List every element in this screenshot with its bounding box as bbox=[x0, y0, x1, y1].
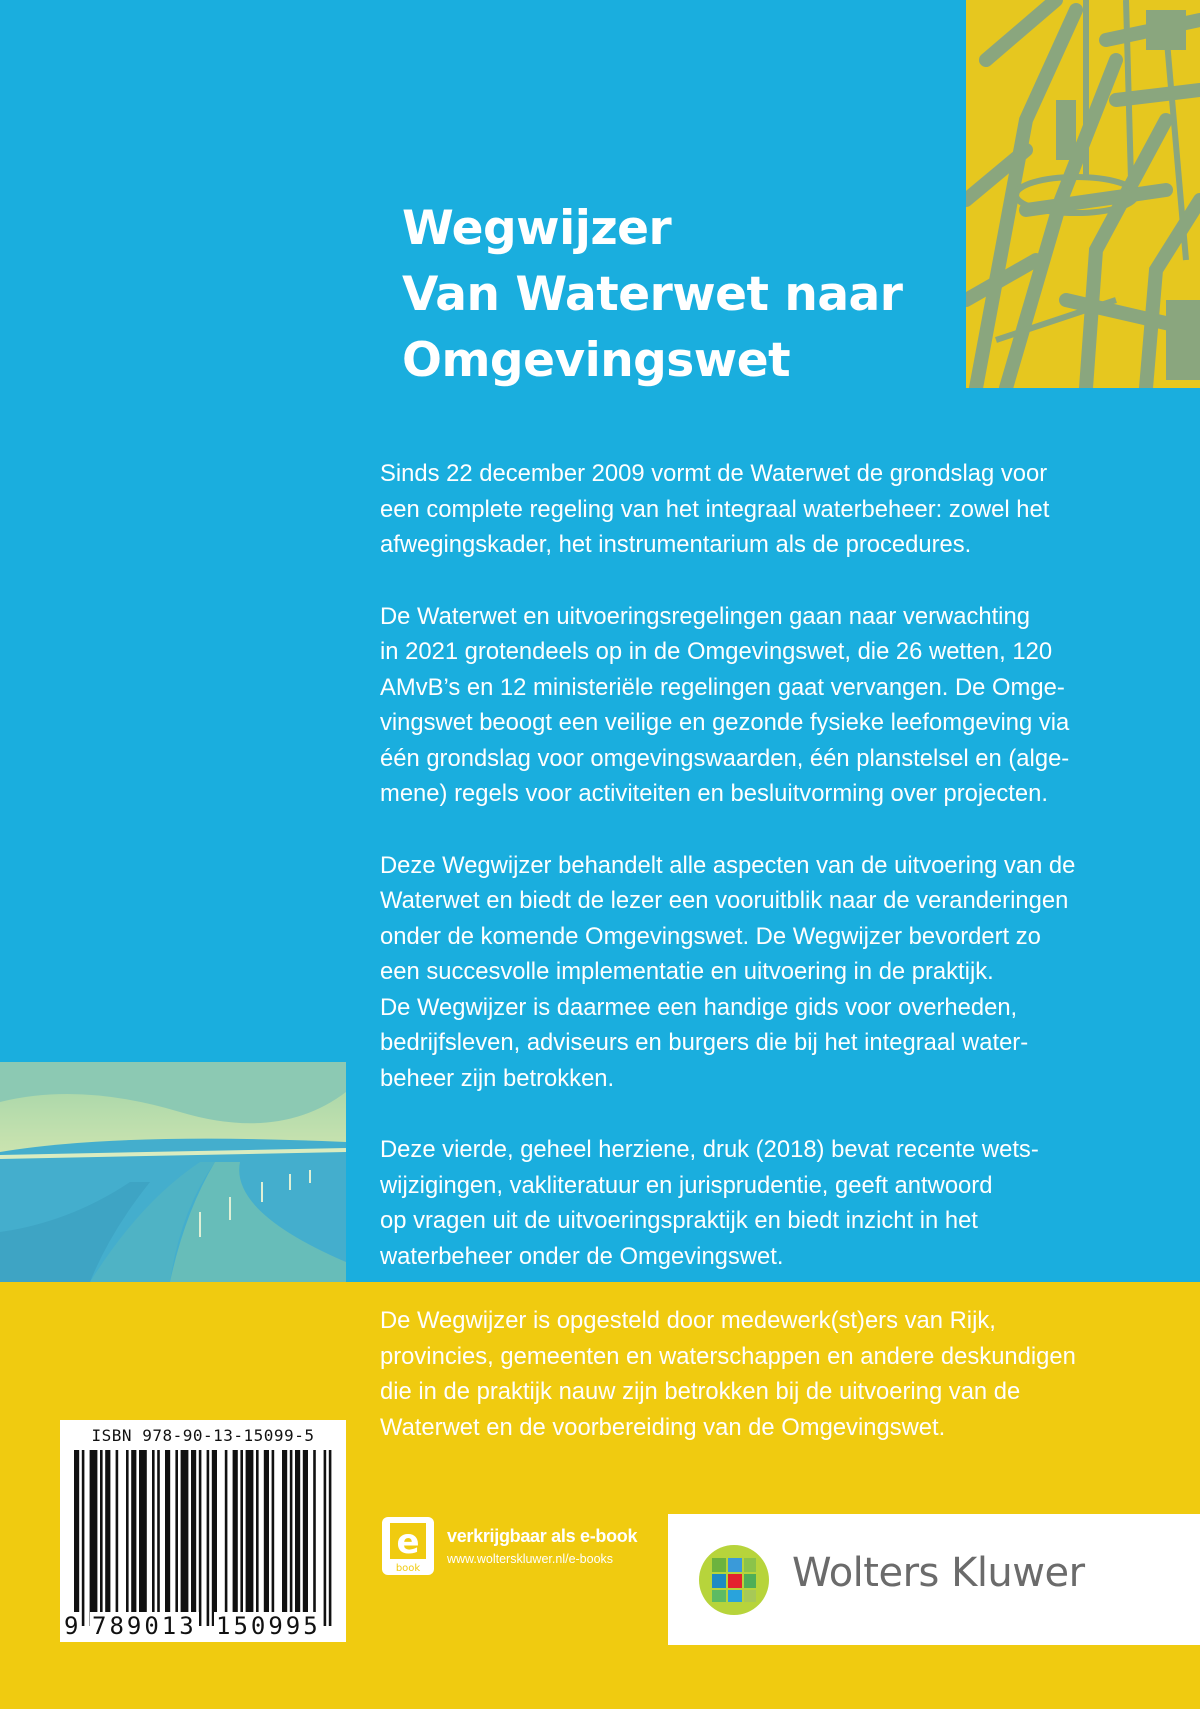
publisher-logo-box bbox=[668, 1514, 1200, 1645]
text-line: De Wegwijzer is opgesteld door medewerk(st)ers van Rijk, bbox=[380, 1307, 996, 1334]
isbn-label: ISBN 978-90-13-15099-5 bbox=[91, 1426, 315, 1445]
barcode-bar bbox=[165, 1450, 170, 1626]
barcode-digit-group-1: 789013 bbox=[92, 1612, 197, 1640]
barcode-bar bbox=[256, 1450, 259, 1626]
text-line: AMvB’s en 12 ministeriële regelingen gaat vervangen. De Omge- bbox=[380, 673, 1065, 701]
barcode-bar bbox=[233, 1450, 238, 1626]
ebook-icon bbox=[380, 1515, 436, 1577]
barcode-bar bbox=[212, 1450, 217, 1626]
text-line: Sinds 22 december 2009 vormt de Waterwet de grondslag voor bbox=[380, 460, 1048, 487]
barcode-bar bbox=[329, 1450, 332, 1626]
text-line: bedrijfsleven, adviseurs en burgers die bij het integraal water- bbox=[380, 1029, 1029, 1056]
barcode-bar bbox=[116, 1450, 119, 1626]
barcode-bar bbox=[90, 1450, 98, 1626]
text-line: die in de praktijk nauw zijn betrokken bij de uitvoering van de bbox=[380, 1378, 1021, 1405]
text-line: provincies, gemeenten en waterschappen en andere deskundigen bbox=[380, 1342, 1076, 1370]
text-line: mene) regels voor activiteiten en besluitvorming over projecten. bbox=[380, 780, 1048, 807]
barcode-bar bbox=[157, 1450, 160, 1626]
cover-artwork bbox=[966, 0, 1200, 388]
text-line: De Wegwijzer is daarmee een handige gids voor overheden, bbox=[380, 993, 1018, 1021]
barcode-bar bbox=[303, 1450, 308, 1626]
barcode-bar bbox=[105, 1450, 110, 1626]
blurb-text bbox=[380, 456, 1160, 1310]
ebook-title: verkrijgbaar als e-book bbox=[447, 1526, 638, 1546]
text-line: wijzigingen, vakliteratuur en jurisprudentie, geeft antwoord bbox=[380, 1171, 993, 1199]
barcode-bar bbox=[139, 1450, 147, 1626]
barcode-bar bbox=[272, 1450, 275, 1626]
barcode-bar bbox=[240, 1450, 243, 1626]
barcode-bar bbox=[295, 1450, 300, 1626]
publisher-name: Wolters Kluwer bbox=[792, 1550, 1085, 1596]
paragraph-2 bbox=[380, 599, 1160, 812]
isbn-barcode bbox=[60, 1420, 346, 1642]
text-line: De Waterwet en uitvoeringsregelingen gaan naar verwachting bbox=[380, 602, 1030, 630]
barcode-bar bbox=[324, 1450, 327, 1626]
barcode-bar bbox=[191, 1450, 196, 1626]
barcode-bar bbox=[225, 1450, 228, 1626]
text-line: waterbeheer onder de Omgevingswet. bbox=[380, 1242, 784, 1270]
landscape-photo bbox=[0, 1062, 346, 1282]
barcode-bar bbox=[246, 1450, 254, 1626]
text-line: onder de komende Omgevingswet. De Wegwijzer bevordert zo bbox=[380, 922, 1041, 950]
text-line: een succesvolle implementatie en uitvoering in de praktijk. bbox=[380, 958, 994, 985]
text-line: Deze Wegwijzer behandelt alle aspecten van de uitvoering van de bbox=[380, 851, 1076, 879]
barcode-bar bbox=[74, 1450, 79, 1626]
barcode-bar bbox=[126, 1450, 129, 1626]
text-line: Waterwet en biedt de lezer een vooruitblik naar de veranderingen bbox=[380, 887, 1069, 914]
barcode-bars bbox=[70, 1450, 336, 1626]
barcode-bar bbox=[264, 1450, 269, 1626]
barcode-bar bbox=[313, 1450, 316, 1626]
barcode-bar bbox=[100, 1450, 103, 1626]
barcode-bar bbox=[199, 1450, 202, 1626]
text-line: één grondslag voor omgevingswaarden, één planstelsel en (alge- bbox=[380, 744, 1070, 772]
text-line: in 2021 grotendeels op in de Omgevingswet, die 26 wetten, 120 bbox=[380, 638, 1053, 665]
barcode-digit-group-2: 150995 bbox=[216, 1612, 321, 1640]
paragraph-4 bbox=[380, 1132, 1160, 1274]
barcode-bar bbox=[152, 1450, 155, 1626]
barcode-bar bbox=[290, 1450, 293, 1626]
ebook-icon-letter: e bbox=[396, 1522, 420, 1562]
text-line: beheer zijn betrokken. bbox=[380, 1064, 615, 1092]
authors-paragraph bbox=[380, 1303, 1160, 1445]
title-line-3: Omgevingswet bbox=[402, 333, 791, 388]
barcode-bar bbox=[207, 1450, 210, 1626]
text-line: afwegingskader, het instrumentarium als de procedures. bbox=[380, 531, 972, 558]
text-line: Deze vierde, geheel herziene, druk (2018) bevat recente wets- bbox=[380, 1136, 1039, 1163]
ebook-icon-caption: book bbox=[395, 1563, 421, 1574]
text-line: vingswet beoogt een veilige en gezonde fysieke leefomgeving via bbox=[380, 709, 1070, 736]
title-line-1: Wegwijzer bbox=[402, 201, 672, 256]
title-line-2: Van Waterwet naar bbox=[402, 267, 903, 322]
paragraph-1 bbox=[380, 456, 1160, 563]
barcode-bar bbox=[282, 1450, 287, 1626]
text-line: op vragen uit de uitvoeringspraktijk en biedt inzicht in het bbox=[380, 1207, 978, 1234]
barcode-bar bbox=[181, 1450, 189, 1626]
book-title bbox=[402, 196, 902, 394]
paragraph-3 bbox=[380, 848, 1160, 1097]
text-line: Waterwet en de voorbereiding van de Omgevingswet. bbox=[380, 1413, 946, 1441]
barcode-bar bbox=[131, 1450, 136, 1626]
wolters-kluwer-logo-icon bbox=[698, 1544, 770, 1616]
barcode-digit-first: 9 bbox=[64, 1612, 79, 1640]
barcode-bar bbox=[175, 1450, 178, 1626]
barcode-bar bbox=[82, 1450, 85, 1626]
ebook-url[interactable]: www.wolterskluwer.nl/e-books bbox=[447, 1552, 614, 1566]
text-line: een complete regeling van het integraal waterbeheer: zowel het bbox=[380, 495, 1050, 523]
